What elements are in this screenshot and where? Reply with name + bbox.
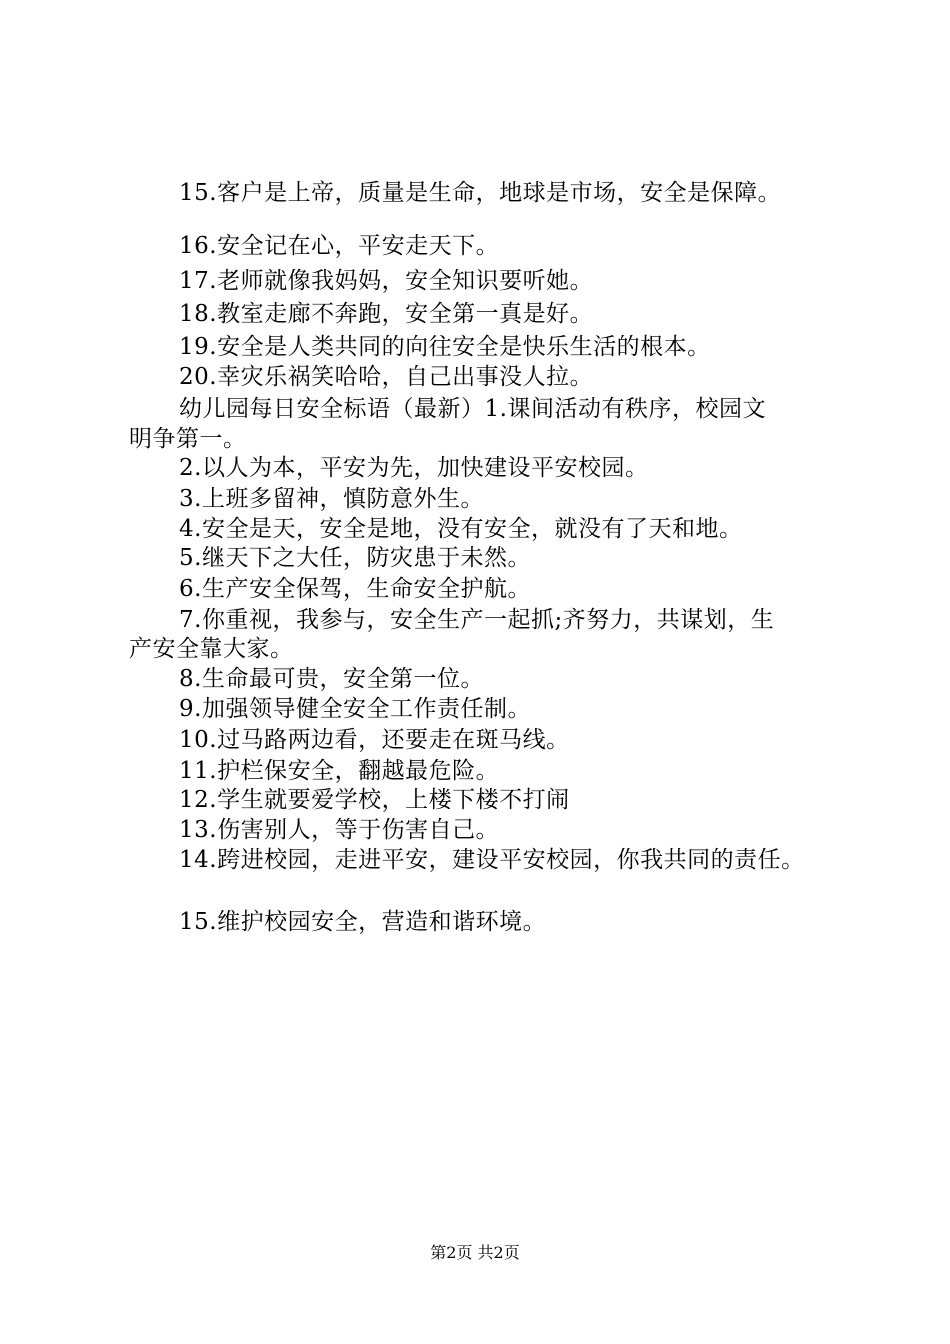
- text-line: 明争第一。: [129, 426, 247, 452]
- text-line: 15.客户是上帝，质量是生命，地球是市场，安全是保障。: [179, 180, 782, 206]
- text-line: 17.老师就像我妈妈，安全知识要听她。: [179, 268, 594, 294]
- text-line: 19.安全是人类共同的向往安全是快乐生活的根本。: [179, 334, 711, 360]
- text-line: 16.安全记在心，平安走天下。: [179, 233, 500, 259]
- text-line: 10.过马路两边看，还要走在斑马线。: [179, 727, 570, 753]
- text-line: 18.教室走廊不奔跑，安全第一真是好。: [179, 301, 594, 327]
- text-line: 2.以人为本，平安为先，加快建设平安校园。: [179, 455, 649, 481]
- text-line: 产安全靠大家。: [129, 636, 294, 662]
- text-line: 7.你重视，我参与，安全生产一起抓;齐努力，共谋划，生: [179, 607, 775, 633]
- text-line: 5.继天下之大任，防灾患于未然。: [179, 545, 531, 571]
- text-line: 11.护栏保安全，翻越最危险。: [179, 758, 500, 784]
- text-line: 3.上班多留神，慎防意外生。: [179, 486, 484, 512]
- text-line: 12.学生就要爱学校，上楼下楼不打闹: [179, 787, 570, 813]
- text-line: 6.生产安全保驾，生命安全护航。: [179, 576, 531, 602]
- text-line: 8.生命最可贵，安全第一位。: [179, 666, 484, 692]
- text-line: 15.维护校园安全，营造和谐环境。: [179, 909, 547, 935]
- text-line: 4.安全是天，安全是地，没有安全，就没有了天和地。: [179, 516, 743, 542]
- text-line: 20.幸灾乐祸笑哈哈，自己出事没人拉。: [179, 364, 594, 390]
- text-line: 14.跨进校园，走进平安，建设平安校园，你我共同的责任。: [179, 847, 805, 873]
- text-line: 幼儿园每日安全标语（最新）1.课间活动有秩序，校园文: [179, 396, 766, 422]
- page-footer: 第2页 共2页: [430, 1243, 520, 1262]
- text-line: 13.伤害别人，等于伤害自己。: [179, 817, 500, 843]
- text-line: 9.加强领导健全安全工作责任制。: [179, 696, 531, 722]
